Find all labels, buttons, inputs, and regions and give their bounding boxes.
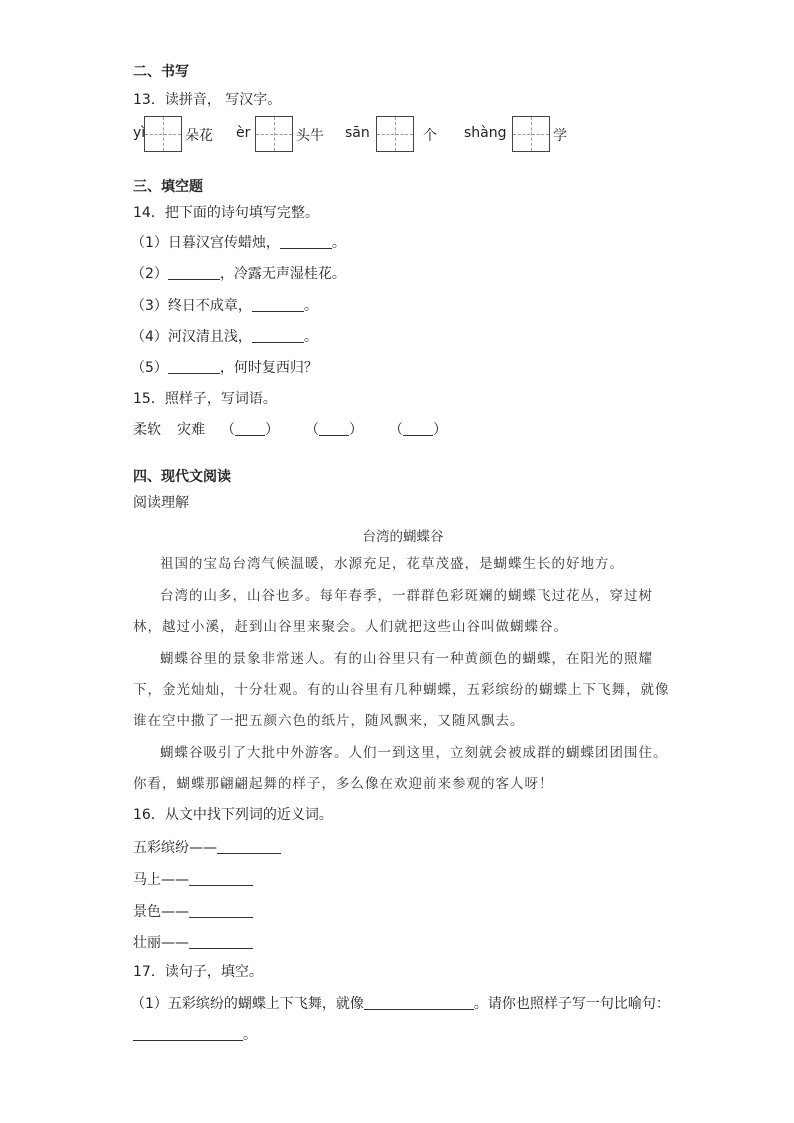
poem-line-1: （1）日暮汉宫传蜡烛， 。	[131, 235, 346, 251]
section-heading-writing: 二、书写	[133, 64, 189, 80]
example-word-1: 柔软	[133, 422, 161, 438]
answer-paren[interactable]: （ ）	[221, 422, 279, 438]
question-15: 15．照样子，写词语。	[133, 391, 277, 407]
passage-paragraph: 蝴蝶谷里的景象非常迷人。有的山谷里只有一种黄颜色的蝴蝶，在阳光的照耀下，金光灿灿，十分壮观。有的山谷里有几种蝴蝶，五彩缤纷的蝴蝶上下飞舞，就像谁在空中撒了一把五颜六色的纸片，随风飘来，又随风飘去。	[133, 651, 670, 729]
answer-paren[interactable]: （ ）	[389, 422, 447, 438]
poem-line-4: （4）河汉清且浅， 。	[131, 329, 318, 345]
synonym-item: 马上——	[133, 870, 253, 890]
suffix-1: 朵花	[185, 128, 213, 144]
pinyin-1: yì	[133, 125, 146, 141]
section-heading-fill: 三、填空题	[133, 179, 203, 195]
answer-blank[interactable]	[189, 934, 253, 949]
passage-paragraph: 祖国的宝岛台湾气候温暖，水源充足，花草茂盛，是蝴蝶生长的好地方。	[160, 556, 624, 572]
pinyin-4: shàng	[464, 125, 507, 141]
pinyin-3: sān	[345, 125, 370, 141]
answer-paren[interactable]: （ ）	[305, 422, 363, 438]
synonym-item: 壮丽——	[133, 933, 253, 953]
pinyin-2: èr	[236, 125, 251, 141]
example-word-2: 灾难	[177, 422, 205, 438]
poem-line-5: （5） ，何时复西归？	[131, 360, 318, 376]
suffix-4: 学	[553, 128, 567, 144]
synonym-item: 景色——	[133, 902, 253, 922]
poem-line-3: （3）终日不成章， 。	[131, 298, 318, 314]
question-16: 16．从文中找下列词的近义词。	[133, 807, 333, 823]
answer-blank[interactable]	[189, 903, 253, 918]
reading-subheading: 阅读理解	[133, 495, 189, 511]
answer-blank[interactable]	[189, 871, 253, 886]
passage-paragraph: 蝴蝶谷吸引了大批中外游客。人们一到这里，立刻就会被成群的蝴蝶团团围住。你看，蝴蝶那翩翩起舞的样子，多么像在欢迎前来参观的客人呀！	[133, 745, 668, 792]
passage-paragraph: 台湾的山多，山谷也多。每年春季，一群群色彩斑斓的蝴蝶飞过花丛，穿过树林，越过小溪，赶到山谷里来聚会。人们就把这些山谷叫做蝴蝶谷。	[133, 588, 653, 635]
reading-passage	[133, 0, 673, 800]
suffix-2: 头牛	[296, 128, 324, 144]
question-17-answer-line: 。	[133, 1025, 257, 1045]
section-heading-reading: 四、现代文阅读	[133, 469, 231, 485]
poem-line-2: （2） ，冷露无声湿桂花。	[131, 266, 346, 282]
question-17: 17．读句子，填空。	[133, 964, 263, 980]
question-13: 13．读拼音， 写汉字。	[133, 92, 282, 108]
synonym-item: 五彩缤纷——	[133, 838, 281, 858]
suffix-3: 个	[423, 128, 437, 144]
answer-blank[interactable]	[364, 995, 474, 1010]
answer-blank[interactable]	[217, 839, 281, 854]
question-17-1: （1）五彩缤纷的蝴蝶上下飞舞，就像 。请你也照样子写一句比喻句：	[131, 996, 670, 1012]
answer-blank[interactable]	[133, 1026, 243, 1041]
passage-title: 台湾的蝴蝶谷	[362, 529, 444, 545]
question-14: 14．把下面的诗句填写完整。	[133, 205, 319, 221]
